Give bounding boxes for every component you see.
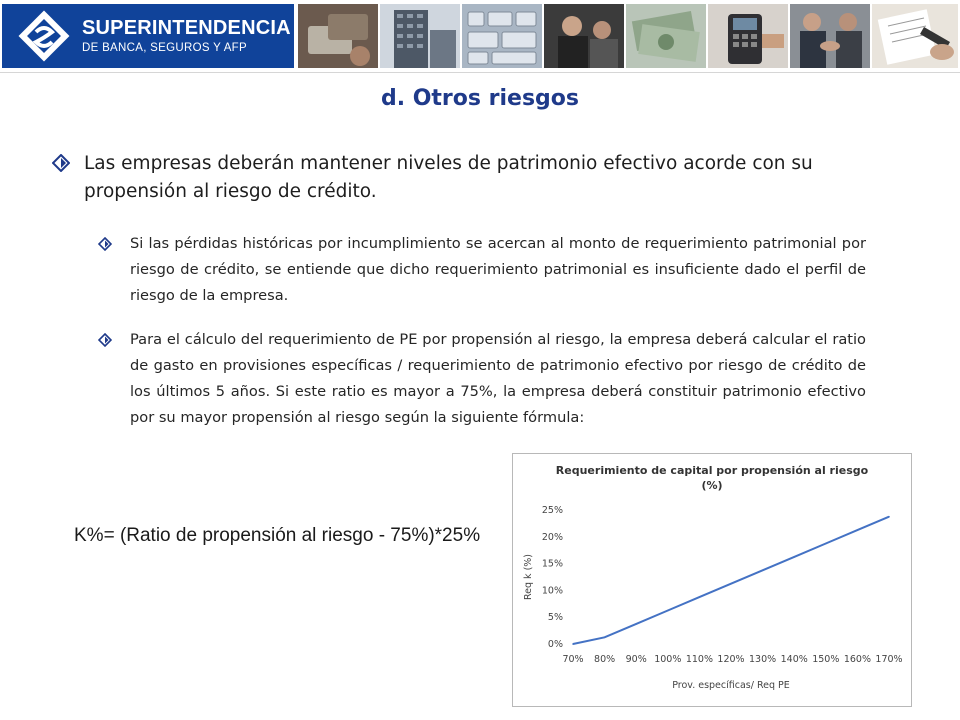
- logo-title: SUPERINTENDENCIA: [82, 16, 291, 39]
- header-divider: [0, 72, 960, 73]
- x-tick-label: 130%: [749, 654, 777, 665]
- x-tick-label: 90%: [625, 654, 647, 665]
- y-tick-label: 10%: [541, 585, 563, 597]
- signing-photo: [872, 4, 958, 68]
- x-tick-label: 140%: [780, 654, 808, 665]
- x-tick-label: 100%: [654, 654, 682, 665]
- x-tick-label: 120%: [717, 654, 745, 665]
- data-point: [857, 529, 859, 531]
- y-tick-label: 15%: [541, 558, 563, 570]
- data-point: [667, 610, 669, 612]
- main-bullet-text: Las empresas deberán mantener niveles de patrimonio efectivo acorde con su propensión al riesgo de crédito.: [84, 153, 813, 202]
- y-tick-label: 25%: [541, 505, 563, 516]
- keyboard-photo: [462, 4, 542, 68]
- chart: [512, 453, 912, 707]
- data-point: [699, 596, 701, 598]
- data-point: [730, 583, 732, 585]
- x-tick-label: 80%: [594, 654, 616, 665]
- handshake-photo: [790, 4, 870, 68]
- x-axis-label: Prov. específicas/ Req PE: [672, 680, 790, 691]
- sub-bullet: [98, 231, 866, 309]
- x-tick-label: 150%: [812, 654, 840, 665]
- sub-bullet-text: Para el cálculo del requerimiento de PE por propensión al riesgo, la empresa deberá calcular el ratio de gasto en provisiones específicas / requerimiento de patrimonio efectivo por riesgo de crédito de los últimos 5 años. Si este ratio es mayor a 75%, la empresa deberá constituir patrimonio efectivo por su mayor propensión al riesgo según la siguiente fórmula:: [130, 331, 866, 426]
- diamond-bullet-icon: [98, 332, 112, 346]
- series-line: [573, 517, 889, 644]
- chart-svg: [513, 454, 911, 706]
- data-point: [825, 543, 827, 545]
- y-tick-label: 0%: [547, 639, 563, 650]
- money-photo: [626, 4, 706, 68]
- logo-subtitle: DE BANCA, SEGUROS Y AFP: [82, 41, 247, 54]
- x-tick-label: 160%: [843, 654, 871, 665]
- data-point: [793, 556, 795, 558]
- formula: K%= (Ratio de propensión al riesgo - 75%)*25%: [74, 525, 481, 546]
- card-photo: [298, 4, 378, 68]
- building-photo: [380, 4, 460, 68]
- sub-bullet-text: Si las pérdidas históricas por incumplimiento se acercan al monto de requerimiento patrimonial por riesgo de crédito, se entiende que dicho requerimiento patrimonial es insuficiente dado el perfil de riesgo de la empresa.: [130, 235, 866, 304]
- data-point: [635, 623, 637, 625]
- sbs-logo[interactable]: [2, 4, 294, 68]
- x-tick-label: 110%: [685, 654, 713, 665]
- pos-terminal-photo: [708, 4, 788, 68]
- y-axis-label: Req k (%): [523, 553, 534, 601]
- main-bullet: [52, 150, 870, 206]
- y-tick-label: 20%: [541, 531, 563, 543]
- data-point: [762, 570, 764, 572]
- diamond-bullet-icon: [52, 154, 70, 172]
- data-point: [572, 643, 574, 645]
- meeting-photo: [544, 4, 624, 68]
- data-point: [888, 516, 890, 518]
- y-tick-label: 5%: [547, 612, 563, 624]
- header-banner: [0, 0, 960, 72]
- sbs-logo-icon: [16, 8, 72, 64]
- chart-title: Requerimiento de capital por propensión al riesgo: [555, 464, 869, 477]
- diamond-bullet-icon: [98, 236, 112, 250]
- x-tick-label: 70%: [562, 654, 584, 665]
- slide-title: d. Otros riesgos: [380, 86, 580, 111]
- data-point: [604, 637, 606, 639]
- chart-subtitle: (%): [701, 479, 723, 492]
- x-tick-label: 170%: [875, 654, 903, 665]
- sub-bullet: [98, 327, 866, 431]
